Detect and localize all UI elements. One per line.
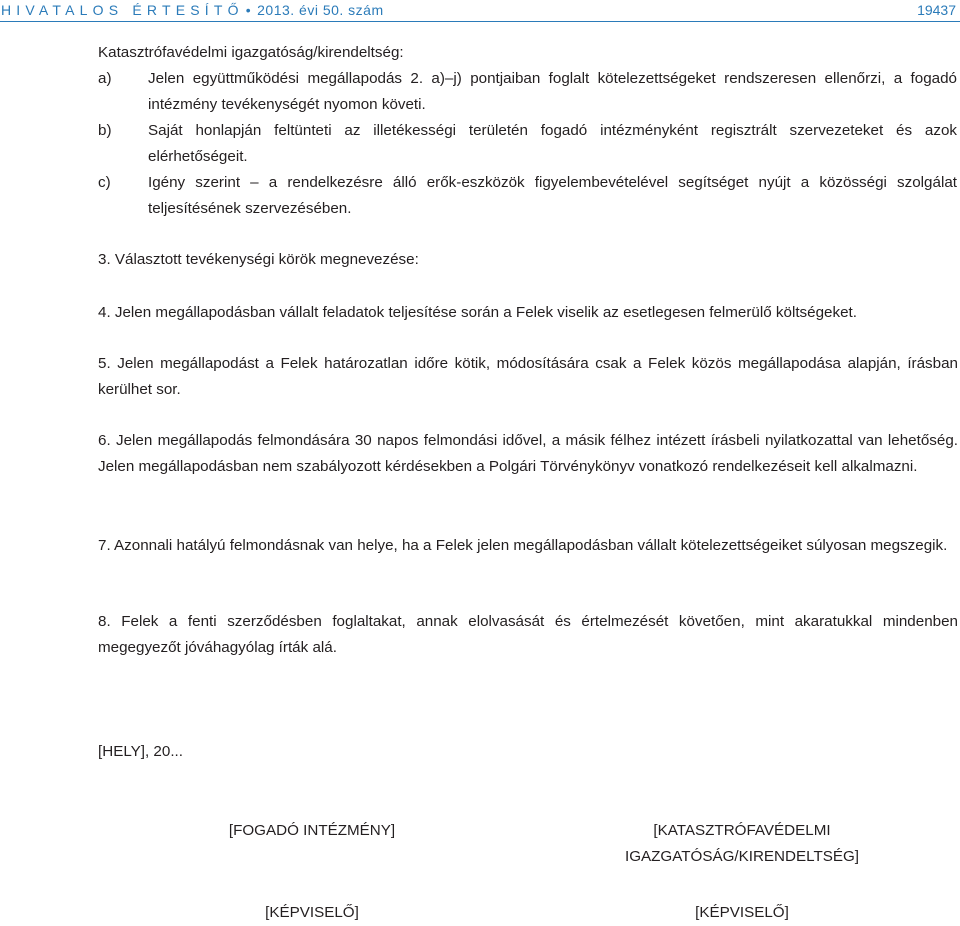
left-representative: [KÉPVISELŐ]: [265, 904, 359, 921]
place-date-line: [HELY], 20...: [98, 743, 183, 760]
section-6-paragraph: 6. Jelen megállapodás felmondására 30 napos felmondási idővel, a másik félhez intézett írásbeli nyilatkozattal van lehetőség. Jelen megállapodásban nem szabályozott kérdésekben a Polgári Törvénykönyv vonatkozó rendelkezéseit kell alkalmazni.: [98, 432, 958, 475]
authority-intro: Katasztrófavédelmi igazgatóság/kirendeltség:: [98, 44, 404, 61]
list-item-text: Igény szerint – a rendelkezésre álló erők-eszközök figyelembevételével segítséget nyújt a közösségi szolgálat teljesítésének szervezésében.: [148, 174, 957, 217]
list-item-letter: c): [98, 174, 111, 191]
left-party-name: [FOGADÓ INTÉZMÉNY]: [228, 822, 396, 839]
journal-title: HIVATALOS ÉRTESÍTŐ: [1, 2, 244, 18]
section-4-paragraph: 4. Jelen megállapodásban vállalt feladatok teljesítése során a Felek viselik az esetlegesen felmerülő költségeket.: [98, 304, 857, 321]
journal-name: [1, 2, 384, 18]
right-party-name-line2: IGAZGATÓSÁG/KIRENDELTSÉG]: [624, 848, 860, 865]
section-8-paragraph: 8. Felek a fenti szerződésben foglaltakat, annak elolvasását és értelmezését követően, mint akaratukkal mindenben megegyezőt jóváhagyólag írták alá.: [98, 613, 958, 656]
bullet-separator-icon: •: [245, 2, 252, 18]
issue-label: 2013. évi 50. szám: [257, 2, 384, 18]
header-divider: [0, 21, 960, 22]
list-item-letter: b): [98, 122, 112, 139]
section-3-heading: 3. Választott tevékenységi körök megnevezése:: [98, 251, 419, 268]
list-item-text: Saját honlapján feltünteti az illetékességi területén fogadó intézményként regisztrált szervezeteket és azok elérhetőségeit.: [148, 122, 957, 165]
section-7-paragraph: 7. Azonnali hatályú felmondásnak van helye, ha a Felek jelen megállapodásban vállalt kötelezettségeiket súlyosan megszegik.: [98, 537, 948, 554]
page-number: 19437: [917, 2, 956, 18]
list-item-letter: a): [98, 70, 112, 87]
right-party-name-line1: [KATASZTRÓFAVÉDELMI: [653, 822, 831, 839]
list-item-text: Jelen együttműködési megállapodás 2. a)–j) pontjaiban foglalt kötelezettségeket rendszeresen ellenőrzi, a fogadó intézmény tevékenységét nyomon követi.: [148, 70, 957, 113]
section-5-paragraph: 5. Jelen megállapodást a Felek határozatlan időre kötik, módosítására csak a Felek közös megállapodása alapján, írásban kerülhet sor.: [98, 355, 958, 398]
page-header: [0, 0, 960, 22]
right-representative: [KÉPVISELŐ]: [695, 904, 789, 921]
